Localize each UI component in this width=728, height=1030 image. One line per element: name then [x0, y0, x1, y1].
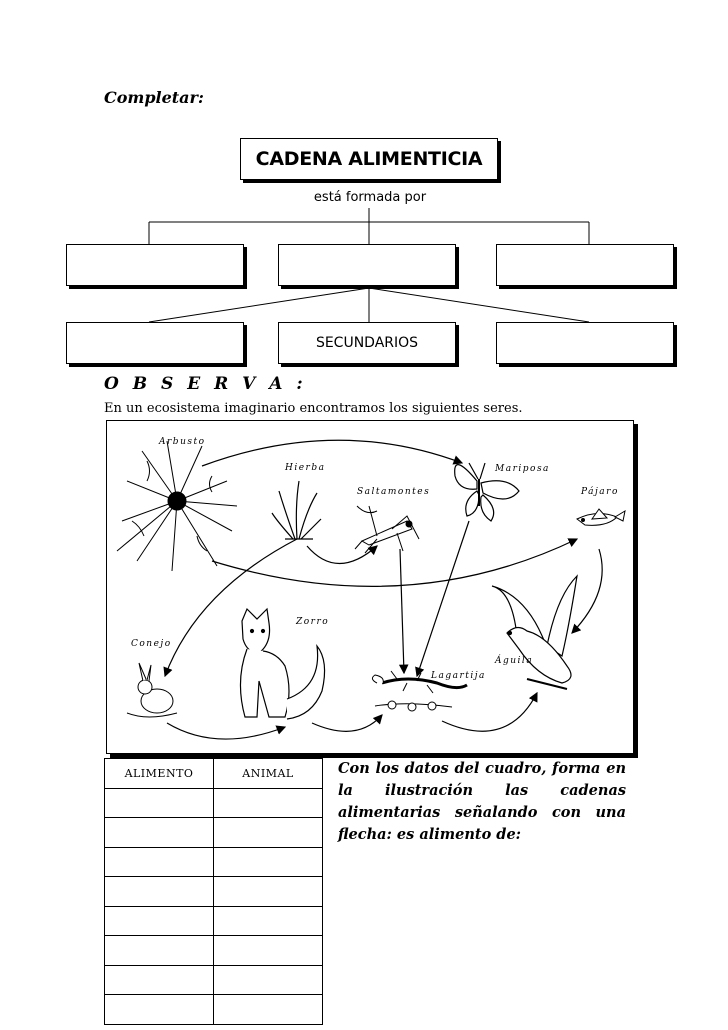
arrow-zorro-lagartija [312, 715, 382, 731]
blank-box-2[interactable] [278, 244, 456, 286]
page-heading: Completar: [104, 88, 204, 107]
table-row [105, 788, 323, 818]
animal-cell[interactable] [214, 936, 323, 966]
table-header-row [105, 759, 323, 789]
ecosystem-illustration [106, 420, 634, 754]
animal-cell[interactable] [214, 995, 323, 1025]
alimento-cell[interactable] [105, 936, 214, 966]
label-zorro: Zorro [296, 617, 330, 627]
alimento-cell[interactable] [105, 847, 214, 877]
header-alimento: ALIMENTO [105, 759, 214, 789]
label-mariposa: Mariposa [495, 464, 550, 474]
alimento-cell[interactable] [105, 818, 214, 848]
alimento-cell[interactable] [105, 965, 214, 995]
table-row [105, 847, 323, 877]
grasshopper-icon [355, 506, 419, 553]
animal-cell[interactable] [214, 965, 323, 995]
bird-icon [577, 509, 625, 525]
observa-title: O B S E R V A : [104, 374, 307, 394]
arrow-conejo-zorro [167, 723, 285, 739]
alimento-cell[interactable] [105, 877, 214, 907]
header-animal: ANIMAL [214, 759, 323, 789]
alimento-cell[interactable] [105, 995, 214, 1025]
label-saltamontes: Saltamontes [357, 487, 431, 497]
arrow-mariposa-lagartija [417, 521, 469, 676]
label-lagartija: Lagartija [431, 671, 486, 681]
food-animal-table [104, 758, 323, 1025]
alimento-cell[interactable] [105, 788, 214, 818]
animal-cell[interactable] [214, 818, 323, 848]
arrow-arbusto-mariposa [202, 440, 462, 466]
animal-cell[interactable] [214, 847, 323, 877]
animal-cell[interactable] [214, 906, 323, 936]
observa-intro: En un ecosistema imaginario encontramos los siguientes seres. [104, 401, 523, 416]
blank-box-3[interactable] [496, 244, 674, 286]
instruction-text: Con los datos del cuadro, forma en la ilustración las cadenas alimentarias señalando con una flecha: es alimento de: [338, 760, 626, 843]
arrow-arbusto-pajaro [212, 539, 577, 586]
eagle-icon [492, 576, 577, 689]
table-row [105, 995, 323, 1025]
ecosystem-drawing [107, 421, 633, 753]
label-hierba: Hierba [285, 463, 326, 473]
label-aguila: Águila [495, 656, 534, 666]
arrow-saltamontes-lagartija [400, 549, 404, 673]
table-row [105, 818, 323, 848]
blank-box-6[interactable] [496, 322, 674, 364]
arrow-hierba-saltamontes [307, 546, 377, 564]
rabbit-icon [127, 663, 177, 717]
arrow-pajaro-aguila [572, 549, 602, 633]
alimento-cell[interactable] [105, 906, 214, 936]
grass-icon [272, 481, 321, 539]
connector-label: está formada por [313, 190, 427, 205]
food-chain-title-box: CADENA ALIMENTICIA [240, 138, 498, 180]
label-pajaro: Pájaro [581, 487, 619, 497]
label-arbusto: Arbusto [159, 437, 206, 447]
table-row [105, 965, 323, 995]
arrow-lagartija-aguila [442, 693, 537, 731]
blank-box-1[interactable] [66, 244, 244, 286]
animal-cell[interactable] [214, 877, 323, 907]
table-row [105, 936, 323, 966]
table-row [105, 906, 323, 936]
table-row [105, 877, 323, 907]
arrow-hierba-conejo [165, 539, 297, 676]
secundarios-box: SECUNDARIOS [278, 322, 456, 364]
label-conejo: Conejo [131, 639, 172, 649]
animal-cell[interactable] [214, 788, 323, 818]
blank-box-4[interactable] [66, 322, 244, 364]
